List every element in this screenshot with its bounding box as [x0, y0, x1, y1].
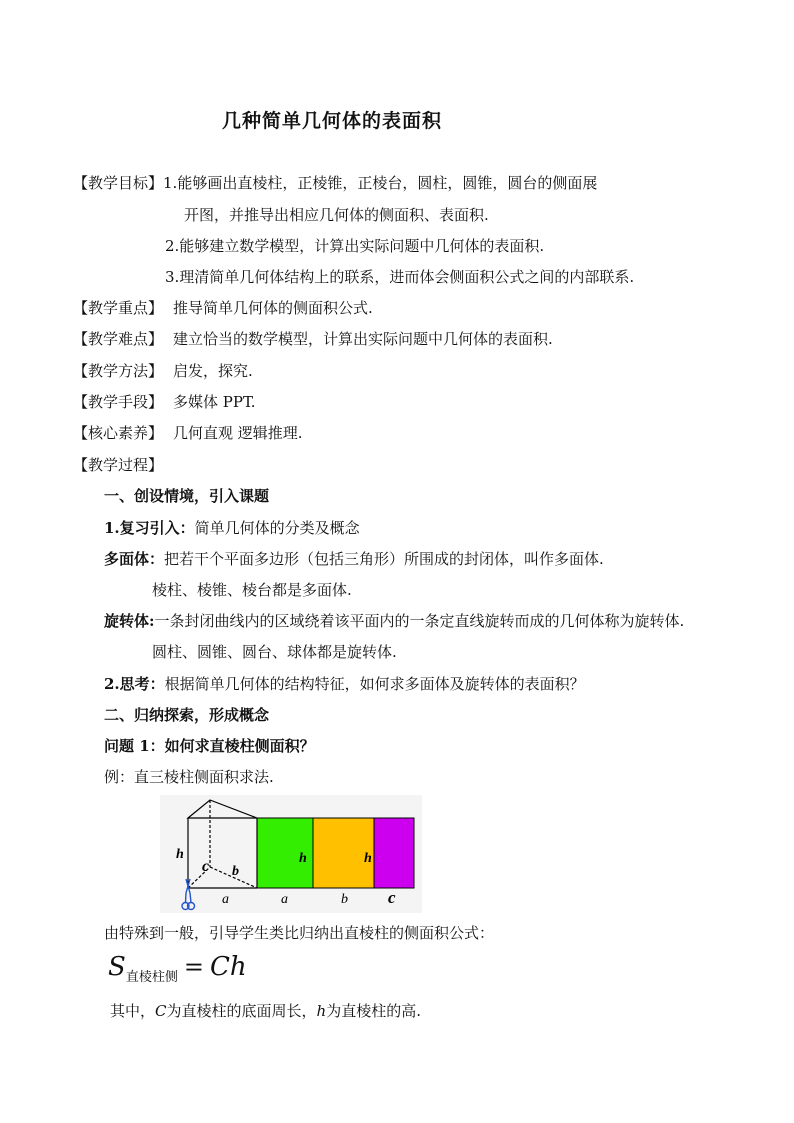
difficulty-row: [73, 329, 553, 349]
label-a-base: a: [222, 892, 229, 907]
formula-subscript: 直棱柱侧: [125, 970, 178, 985]
core-label: 【核心素养】: [73, 424, 164, 442]
means-label: 【教学手段】: [73, 393, 164, 411]
question-1: 问题 1：如何求直棱柱侧面积？: [104, 737, 315, 755]
core-row: [73, 423, 303, 443]
example-line: 例：直三棱柱侧面积求法.: [104, 768, 274, 786]
var-h: h: [316, 1002, 327, 1020]
page-title: 几种简单几何体的表面积: [222, 110, 443, 132]
goal-2: 2.能够建立数学模型，计算出实际问题中几何体的表面积.: [165, 237, 545, 255]
rotation-examples: 圆柱、圆锥、圆台、球体都是旋转体.: [152, 643, 397, 661]
core-text: 几何直观 逻辑推理.: [173, 424, 303, 442]
induce-line: 由特殊到一般，引导学生类比归纳出直棱柱的侧面积公式：: [104, 924, 495, 942]
key-row: [73, 298, 373, 318]
think-row: [104, 674, 585, 694]
lateral-area-formula: [108, 952, 247, 985]
prism-outline: [188, 800, 257, 888]
label-c: c: [202, 858, 210, 875]
rotation-label: 旋转体:: [104, 612, 155, 630]
label-b2: b: [341, 892, 348, 907]
section-2-heading: 二、归纳探索，形成概念: [104, 706, 270, 724]
method-label: 【教学方法】: [73, 362, 164, 380]
rotation-text: 一条封闭曲线内的区域绕着该平面内的一条定直线旋转而成的几何体称为旋转体.: [154, 612, 685, 630]
where-end: 为直棱柱的高.: [326, 1002, 421, 1020]
label-b: b: [232, 864, 239, 879]
formula-equals: =: [183, 953, 204, 981]
goal-3: 3.理清简单几何体结构上的联系，进而体会侧面积公式之间的内部联系.: [165, 268, 635, 286]
formula-S: S: [108, 952, 126, 982]
prism-unfold-figure: [160, 795, 422, 913]
label-c2: c: [388, 888, 396, 907]
where-mid: 为直棱柱的底面周长，: [166, 1002, 317, 1020]
where-prefix: 其中，: [110, 1002, 156, 1020]
polyhedron-examples: 棱柱、棱锥、棱台都是多面体.: [152, 581, 352, 599]
polyhedron-label: 多面体：: [104, 550, 165, 568]
label-h-green: h: [299, 851, 307, 866]
formula-rhs: Ch: [209, 952, 247, 982]
review-text: 简单几何体的分类及概念: [194, 519, 360, 537]
difficulty-label: 【教学难点】: [73, 330, 164, 348]
key-text: 推导简单几何体的侧面积公式.: [173, 299, 373, 317]
means-row: [73, 392, 256, 412]
label-h-left: h: [176, 847, 184, 862]
polyhedron-row: [104, 549, 604, 569]
think-label: 2.思考：: [104, 675, 165, 693]
process-label: 【教学过程】: [73, 456, 164, 474]
difficulty-text: 建立恰当的数学模型，计算出实际问题中几何体的表面积.: [173, 330, 553, 348]
method-text: 启发，探究.: [173, 362, 253, 380]
review-label: 1.复习引入：: [104, 519, 195, 537]
goal-1a: 1.能够画出直棱柱，正棱锥，正棱台，圆柱，圆锥，圆台的侧面展: [163, 174, 598, 192]
var-C: C: [155, 1002, 167, 1020]
key-label: 【教学重点】: [73, 299, 164, 317]
review-row: [104, 518, 360, 538]
means-text: 多媒体 PPT.: [173, 393, 256, 411]
method-row: [73, 361, 253, 381]
goal-1b: 开图，并推导出相应几何体的侧面积、表面积.: [184, 206, 489, 224]
section-1-heading: 一、创设情境，引入课题: [104, 487, 270, 505]
label-a: a: [281, 892, 288, 907]
face-purple: [374, 818, 414, 888]
think-text: 根据简单几何体的结构特征，如何求多面体及旋转体的表面积？: [164, 675, 585, 693]
goal-label: 【教学目标】: [73, 174, 164, 192]
label-h-orange: h: [364, 851, 372, 866]
where-line: [110, 1001, 421, 1021]
prism-unfold-svg: [160, 795, 422, 913]
goal-row: [73, 173, 597, 193]
rotation-row: [104, 611, 684, 631]
polyhedron-text: 把若干个平面多边形（包括三角形）所围成的封闭体，叫作多面体.: [164, 550, 604, 568]
